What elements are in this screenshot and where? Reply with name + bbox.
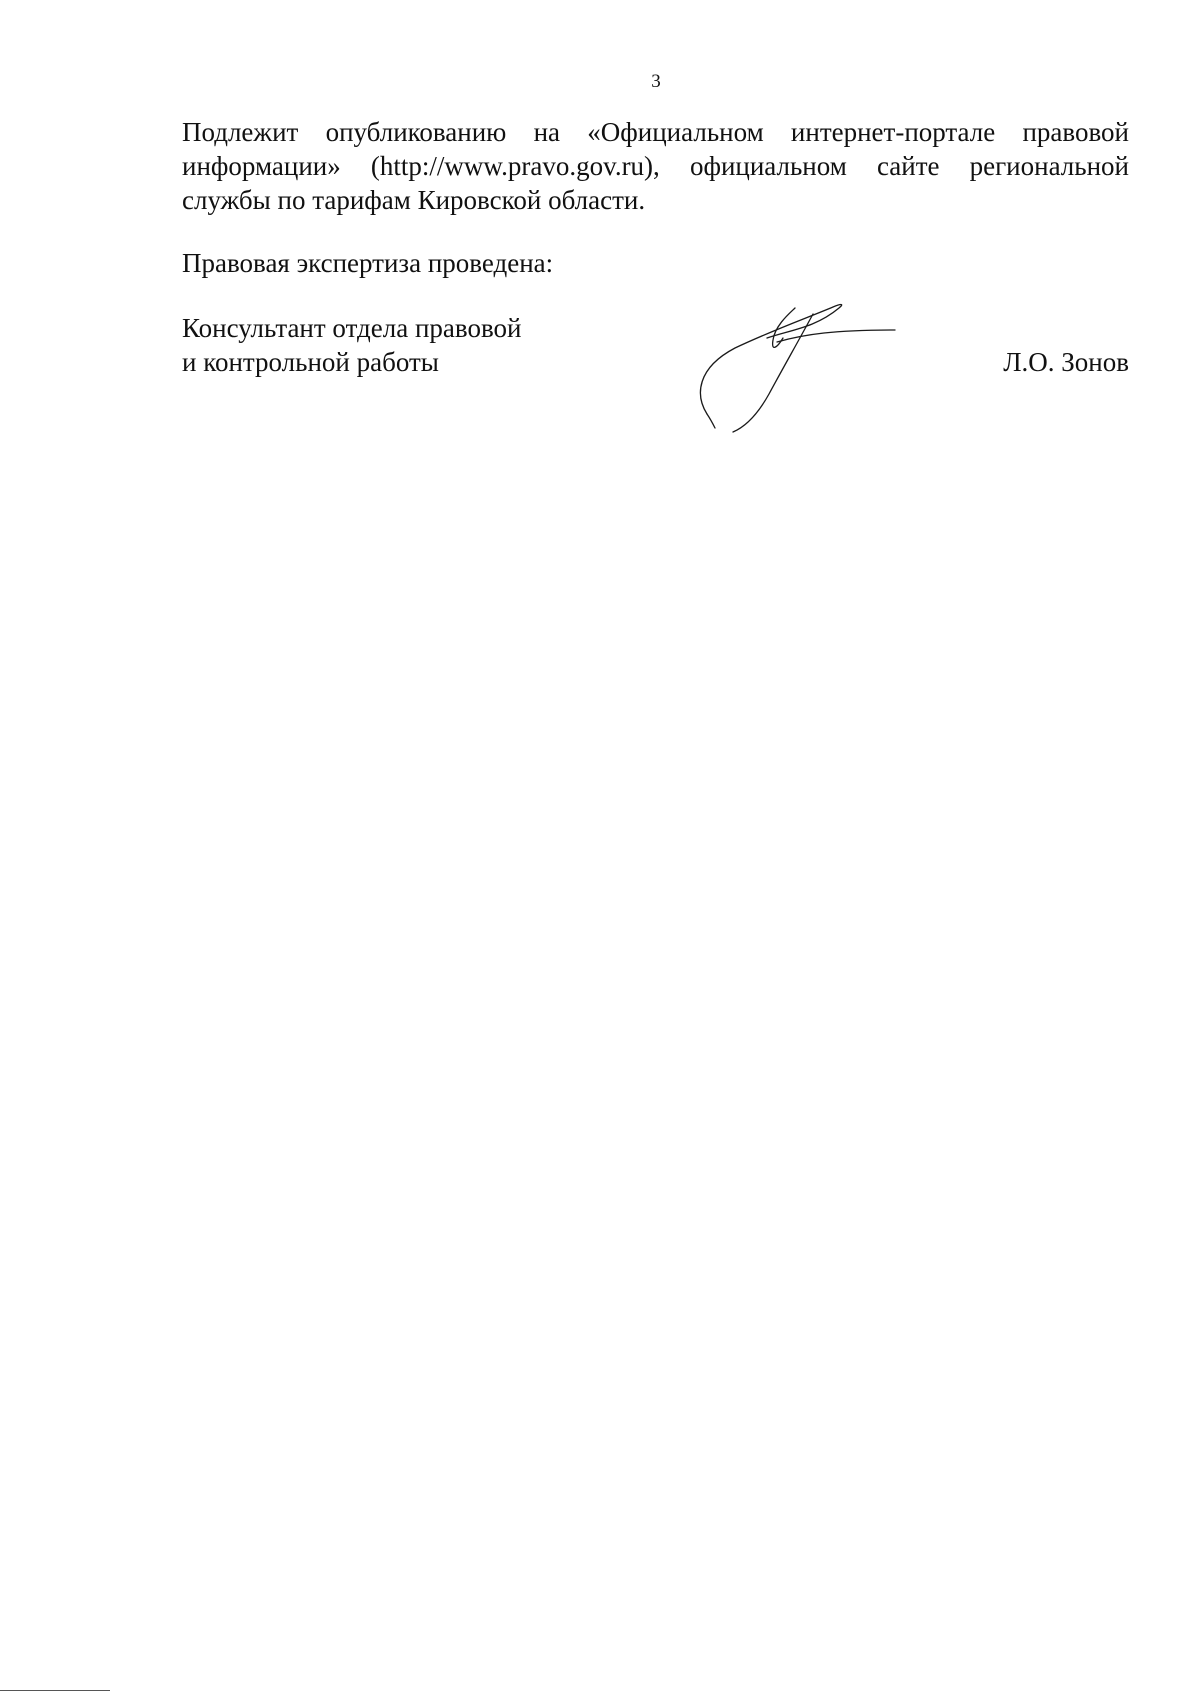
signer-position <box>182 311 521 379</box>
page-number: 3 <box>651 71 661 92</box>
signer-name: Л.О. Зонов <box>1003 347 1129 377</box>
handwritten-signature-icon <box>695 300 905 435</box>
scan-edge-divider <box>0 1690 110 1691</box>
signer-position-line-2: и контрольной работы <box>182 347 439 377</box>
publication-notice: Подлежит опубликованию на «Официальном интернет-портале правовой информации» (http://www.pravo.gov.ru), официальном сайте региональной службы по тарифам Кировской области. <box>182 117 1129 215</box>
legal-expertise-heading: Правовая экспертиза проведена: <box>182 248 554 278</box>
signer-position-line-1: Консультант отдела правовой <box>182 313 522 343</box>
